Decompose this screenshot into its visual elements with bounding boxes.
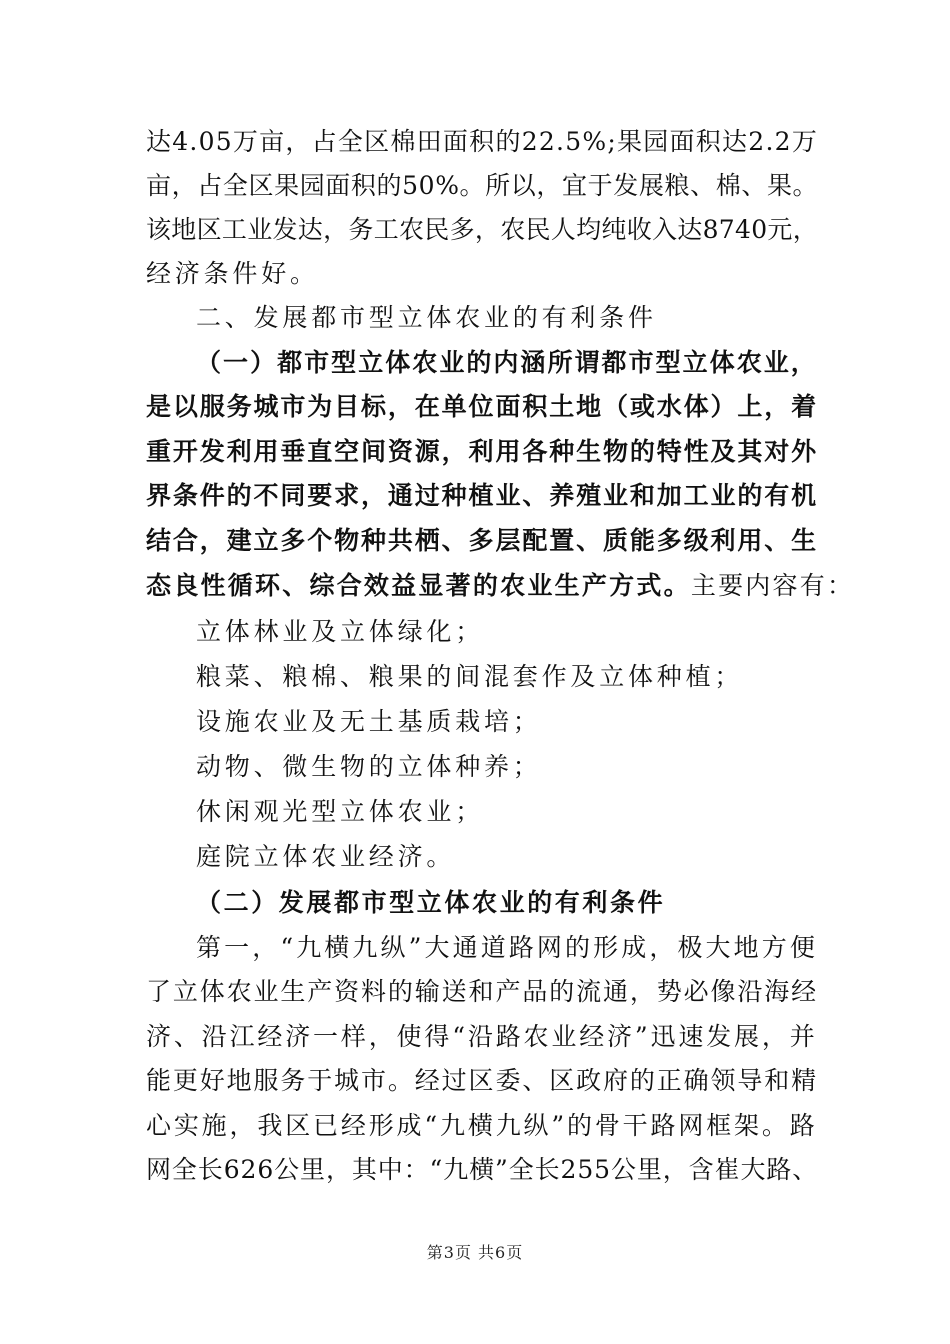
mixed-paragraph-line: [146, 570, 854, 602]
normal-run: 主要内容有：: [690, 571, 855, 600]
paragraph-line: 该地区工业发达，务工农民多，农民人均纯收入达8740元，: [146, 215, 819, 244]
paragraph-line: 达4.05万亩，占全区棉田面积的22.5%;果园面积达2.2万: [146, 127, 819, 156]
list-item: 设施农业及无土基质栽培；: [196, 707, 542, 736]
list-item: 立体林业及立体绿化；: [196, 617, 485, 646]
paragraph-line: 第一，“九横九纵”大通道路网的形成，极大地方便: [196, 933, 818, 962]
paragraph-line: 亩，占全区果园面积的50%。所以，宜于发展粮、棉、果。: [146, 171, 819, 200]
bold-paragraph-line: 是以服务城市为目标，在单位面积土地（或水体）上，着: [146, 392, 819, 421]
paragraph-line: 网全长626公里，其中：“九横”全长255公里，含崔大路、: [146, 1155, 819, 1184]
bold-paragraph-line: 重开发利用垂直空间资源，利用各种生物的特性及其对外: [146, 437, 819, 466]
list-item: 动物、微生物的立体种养；: [196, 752, 542, 781]
paragraph-line: 了立体农业生产资料的输送和产品的流通，势必像沿海经: [146, 977, 819, 1006]
paragraph-line: 经济条件好。: [146, 259, 319, 288]
bold-run: 态良性循环、综合效益显著的农业生产方式。: [146, 571, 691, 600]
page-footer: 第3页 共6页: [426, 1243, 524, 1262]
list-item: 庭院立体农业经济。: [196, 842, 456, 871]
paragraph-line: 心实施，我区已经形成“九横九纵”的骨干路网框架。路: [146, 1111, 818, 1140]
bold-paragraph-line: 结合，建立多个物种共栖、多层配置、质能多级利用、生: [146, 526, 819, 555]
list-item: 粮菜、粮棉、粮果的间混套作及立体种植；: [196, 662, 744, 691]
subsection-heading: （二）发展都市型立体农业的有利条件: [196, 888, 666, 917]
bold-paragraph-line: 界条件的不同要求，通过种植业、养殖业和加工业的有机: [146, 481, 819, 510]
list-item: 休闲观光型立体农业；: [196, 797, 485, 826]
paragraph-line: 能更好地服务于城市。经过区委、区政府的正确领导和精: [146, 1066, 819, 1095]
section-heading: 二、发展都市型立体农业的有利条件: [196, 303, 657, 332]
paragraph-line: 济、沿江经济一样，使得“沿路农业经济”迅速发展，并: [146, 1022, 818, 1051]
subsection-heading: （一）都市型立体农业的内涵所谓都市型立体农业，: [196, 348, 818, 377]
